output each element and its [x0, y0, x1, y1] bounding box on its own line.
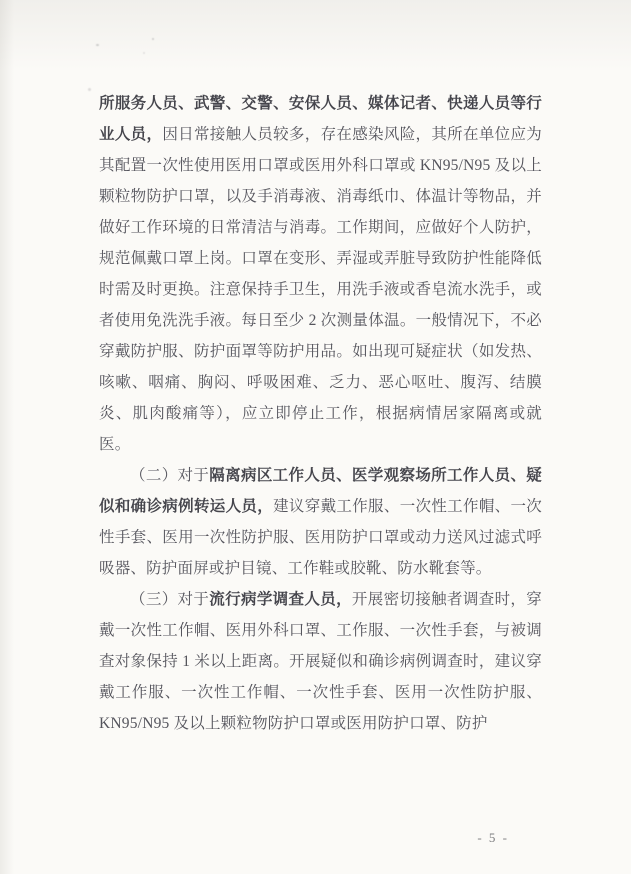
emphasis-text-segment: 隔离病区工作人员、医学观察场所工作人员、疑似和确诊病例转运人员，	[99, 467, 542, 515]
body-text-segment: （二）对于	[130, 467, 210, 484]
body-text-segment: 因日常接触人员较多，存在感染风险，其所在单位应为其配置一次性使用医用口罩或医用外科口罩或 KN95/N95 及以上颗粒物防护口罩，以及手消毒液、消毒纸巾、体温计等物品，并做好工作环境的日常清洁与消毒。工作期间，应做好个人防护，规范佩戴口罩上岗。口罩在变形、弄湿或弄脏导致防护性能降低时需及时更换。注意保持手卫生，用洗手液或香皂流水洗手，或者使用免洗洗手液。每日至少 2 次测量体温。一般情况下，不必穿戴防护服、防护面罩等防护用品。如出现可疑症状（如发热、咳嗽、咽痛、胸闷、呼吸困难、乏力、恶心呕吐、腹泻、结膜炎、肌肉酸痛等），应立即停止工作，根据病情居家隔离或就医。	[99, 126, 542, 453]
scan-speckle	[143, 52, 145, 54]
paragraph	[99, 584, 542, 739]
emphasis-text-segment: 流行病学调查人员，	[209, 591, 352, 608]
scan-speckle	[152, 38, 154, 40]
body-text-segment: 建议穿戴工作服、一次性工作帽、一次性手套、医用一次性防护服、医用防护口罩或动力送风过滤式呼吸器、防护面屏或护目镜、工作鞋或胶靴、防水靴套等。	[99, 498, 543, 577]
scan-speckle	[88, 88, 91, 91]
body-text-segment: 开展密切接触者调查时，穿戴一次性工作帽、医用外科口罩、工作服、一次性手套，与被调查对象保持 1 米以上距离。开展疑似和确诊病例调查时，建议穿戴工作服、一次性工作帽、一次性手套、医用一次性防护服、KN95/N95 及以上颗粒物防护口罩或医用防护口罩、防护	[99, 591, 542, 732]
page-number: - 5 -	[477, 830, 509, 845]
paragraph	[99, 88, 542, 460]
paragraph	[99, 460, 542, 584]
scan-speckle	[96, 44, 99, 46]
emphasis-text-segment: 所服务人员、武警、交警、安保人员、媒体记者、快递人员等行业人员，	[99, 95, 542, 143]
body-text-block	[99, 88, 542, 739]
body-text-segment: （三）对于	[130, 591, 210, 608]
